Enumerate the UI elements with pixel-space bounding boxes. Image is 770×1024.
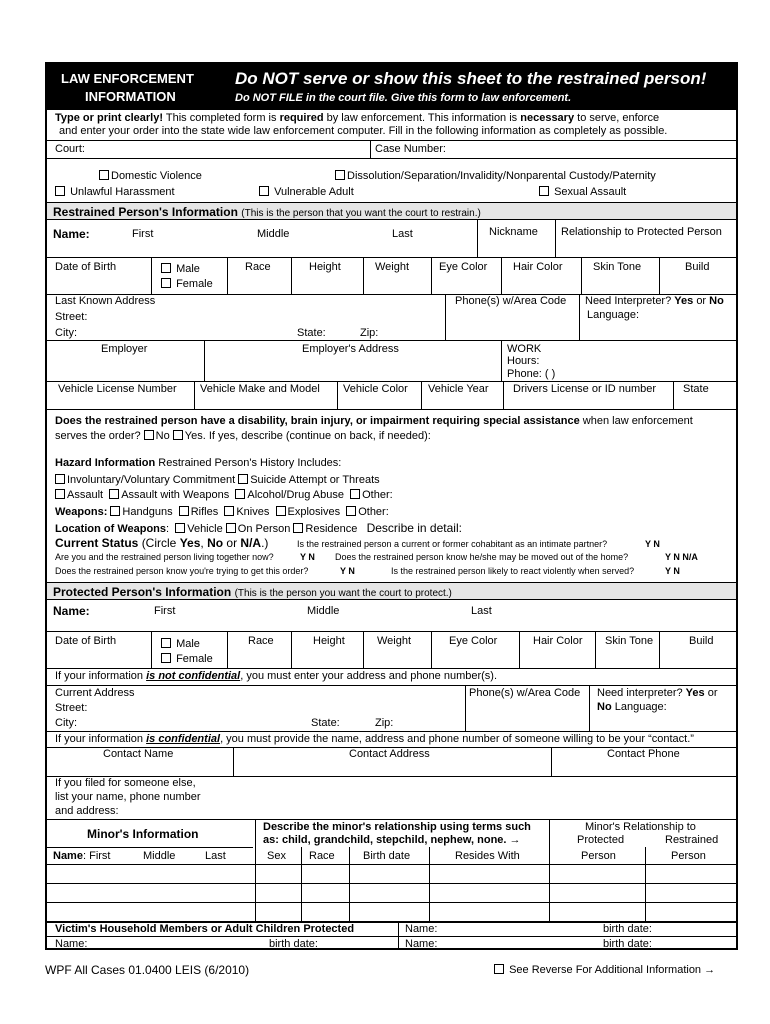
household-name-field[interactable]: Name: (55, 938, 88, 950)
contact-address-label: Contact Address (349, 748, 430, 760)
checkbox-icon[interactable] (161, 263, 171, 273)
status-q4: Does the restrained person know you're trying to get this order? (55, 566, 309, 576)
protected-name-label: Name: (53, 604, 90, 618)
first-label: First (132, 228, 154, 240)
current-address-label: Current Address (55, 687, 135, 699)
first-label: First (154, 605, 176, 617)
hazard-row1[interactable]: Involuntary/Voluntary Commitment Suicide Attempt or Threats (55, 474, 380, 486)
minor-describe-line1: Describe the minor's relationship using terms such (263, 821, 531, 833)
form-number: WPF All Cases 01.0400 LEIS (6/2010) (45, 963, 250, 977)
employer-address-label: Employer's Address (302, 343, 399, 355)
status-q4-answer[interactable]: Y N (340, 566, 355, 576)
build-label: Build (689, 635, 714, 647)
checkbox-icon[interactable] (335, 170, 345, 180)
middle-label: Middle (307, 605, 340, 617)
work-phone-field[interactable]: Phone: ( ) (507, 368, 556, 380)
checkbox-icon[interactable] (175, 523, 185, 533)
checkbox-icon[interactable] (161, 653, 171, 663)
interpreter-question: Need Interpreter? Yes or No (585, 295, 724, 307)
not-confidential-note: If your information is not confidential, you must enter your address and phone number(s). (55, 670, 498, 682)
checkbox-icon[interactable] (539, 186, 549, 196)
status-q3-answer[interactable]: Y N N/A (665, 552, 698, 562)
minor-dob-header: Birth date (363, 850, 411, 862)
female-option[interactable]: Female (161, 653, 213, 665)
restrained-col-label: Restrained (665, 834, 719, 846)
household-birthdate-field[interactable]: birth date: (269, 938, 318, 950)
case-type-uh[interactable]: Unlawful Harassment (55, 186, 175, 198)
form-frame (45, 62, 738, 950)
minor-describe-line2: as: child, grandchild, stepchild, nephew, none. → (263, 834, 521, 846)
drivers-license-label: Drivers License or ID number (513, 383, 657, 395)
le-title-line2: INFORMATION (85, 89, 176, 104)
male-option[interactable]: Male (161, 263, 200, 275)
checkbox-icon[interactable] (110, 506, 120, 516)
court-field[interactable]: Court: (55, 143, 85, 155)
status-q2-answer[interactable]: Y N (300, 552, 315, 562)
arrow-right-icon: → (704, 964, 716, 976)
minor-middle-header: Middle (143, 850, 176, 862)
minor-race-header: Race (309, 850, 335, 862)
restrained-name-label: Name: (53, 227, 90, 241)
vehicle-license-label: Vehicle License Number (58, 383, 177, 395)
confidential-note: If your information is confidential, you must provide the name, address and phone number of someone willing to be your “contact.” (55, 733, 694, 745)
disability-answer: serves the order? No Yes. If yes, describe (continue on back, if needed): (55, 430, 431, 442)
state-field[interactable]: State: (311, 717, 340, 729)
checkbox-icon[interactable] (173, 430, 183, 440)
status-q2: Are you and the restrained person living together now? (55, 552, 274, 562)
restrained-person-header: Person (671, 850, 706, 862)
street-field[interactable]: Street: (55, 702, 88, 714)
status-q5: Is the restrained person likely to react violently when served? (391, 566, 635, 576)
weapons-location-row[interactable]: Location of Weapons: Vehicle On Person Residence Describe in detail: (55, 521, 462, 535)
status-q5-answer[interactable]: Y N (665, 566, 680, 576)
checkbox-icon[interactable] (238, 474, 248, 484)
phone-label: Phone(s) w/Area Code (455, 295, 567, 307)
le-title-line1: LAW ENFORCEMENT (61, 71, 194, 86)
eye-color-label: Eye Color (439, 261, 488, 273)
status-q1-answer[interactable]: Y N (645, 539, 660, 549)
race-label: Race (245, 261, 271, 273)
checkbox-icon[interactable] (55, 474, 65, 484)
weight-label: Weight (375, 261, 410, 273)
household-birthdate-field[interactable]: birth date: (603, 938, 652, 950)
household-name-field[interactable]: Name: (405, 938, 438, 950)
work-hours-field[interactable]: Hours: (507, 355, 540, 367)
height-label: Height (313, 635, 345, 647)
checkbox-icon[interactable] (226, 523, 236, 533)
checkbox-icon[interactable] (276, 506, 286, 516)
see-reverse-note[interactable]: See Reverse For Additional Information → (494, 964, 715, 976)
middle-label: Middle (257, 228, 290, 240)
street-field[interactable]: Street: (55, 311, 88, 323)
dl-state-label: State (683, 383, 709, 395)
hazard-row2[interactable]: Assault Assault with Weapons Alcohol/Drug Abuse Other: (55, 489, 393, 501)
nickname-label: Nickname (489, 226, 538, 238)
restrained-section-header: Restrained Person's Information (This is the person that you want the court to restrain.) (47, 202, 736, 220)
checkbox-icon[interactable] (259, 186, 269, 196)
interpreter-question: Need interpreter? Yes or (597, 687, 718, 699)
case-type-va[interactable]: Vulnerable Adult (259, 186, 354, 198)
checkbox-icon[interactable] (293, 523, 303, 533)
employer-label: Employer (101, 343, 148, 355)
last-label: Last (392, 228, 413, 240)
household-name-field[interactable]: Name: (405, 923, 438, 935)
status-q3: Does the restrained person know he/she may be moved out of the home? (335, 552, 629, 562)
disability-question: Does the restrained person have a disability, brain injury, or impairment requiring special assistance when law enforcement (55, 415, 693, 427)
weapons-row[interactable]: Weapons: Handguns Rifles Knives Explosives Other: (55, 506, 389, 518)
checkbox-icon[interactable] (99, 170, 109, 180)
arrow-right-icon: → (509, 834, 521, 846)
state-field[interactable]: State: (297, 327, 326, 339)
contact-phone-label: Contact Phone (607, 748, 680, 760)
language-field[interactable]: Language: (587, 309, 639, 321)
language-field[interactable]: No Language: (597, 701, 667, 713)
city-field[interactable]: City: (55, 717, 77, 729)
intro-line2: and enter your order into the state wide law enforcement computer. Fill in the following information as completely as possible. (59, 125, 668, 137)
vehicle-year-label: Vehicle Year (428, 383, 489, 395)
filer-line2: list your name, phone number (55, 791, 201, 803)
zip-field[interactable]: Zip: (375, 717, 394, 729)
skin-tone-label: Skin Tone (593, 261, 642, 273)
vehicle-make-label: Vehicle Make and Model (200, 383, 320, 395)
build-label: Build (685, 261, 710, 273)
form-header (47, 64, 736, 110)
checkbox-icon[interactable] (179, 506, 189, 516)
relationship-label: Relationship to Protected Person (561, 226, 722, 238)
female-option[interactable]: Female (161, 278, 213, 290)
intro-line1: Type or print clearly! This completed form is required by law enforcement. This information is necessary to serve, enforce (55, 112, 660, 124)
vehicle-color-label: Vehicle Color (343, 383, 408, 395)
household-birthdate-field[interactable]: birth date: (603, 923, 652, 935)
protected-person-header: Person (581, 850, 616, 862)
dob-label: Date of Birth (55, 635, 117, 647)
contact-name-label: Contact Name (103, 748, 174, 760)
hazard-info-label: Hazard Information Restrained Person's History Includes: (55, 457, 342, 469)
household-title: Victim's Household Members or Adult Children Protected (55, 923, 355, 935)
checkbox-icon[interactable] (494, 964, 504, 974)
hair-color-label: Hair Color (513, 261, 563, 273)
checkbox-icon[interactable] (224, 506, 234, 516)
case-type-dissolution[interactable]: Dissolution/Separation/Invalidity/Nonparental Custody/Paternity (335, 170, 656, 182)
checkbox-icon[interactable] (55, 186, 65, 196)
checkbox-icon[interactable] (346, 506, 356, 516)
last-label: Last (471, 605, 492, 617)
height-label: Height (309, 261, 341, 273)
checkbox-icon[interactable] (144, 430, 154, 440)
filer-line3: and address: (55, 805, 119, 817)
minors-info-title: Minor's Information (87, 827, 199, 841)
hair-color-label: Hair Color (533, 635, 583, 647)
minor-resides-header: Resides With (455, 850, 520, 862)
last-known-address-label: Last Known Address (55, 295, 156, 307)
skin-tone-label: Skin Tone (605, 635, 654, 647)
current-status-heading: Current Status (Circle Yes, No or N/A.) (55, 536, 269, 550)
race-label: Race (248, 635, 274, 647)
protected-col-label: Protected (577, 834, 625, 846)
checkbox-icon[interactable] (161, 278, 171, 288)
minor-name-header: Name: First (53, 850, 111, 862)
protected-section-header: Protected Person's Information (This is the person you want the court to protect.) (47, 582, 736, 600)
phone-label: Phone(s) w/Area Code (469, 687, 581, 699)
checkbox-icon[interactable] (161, 638, 171, 648)
dob-label: Date of Birth (55, 261, 117, 273)
weight-label: Weight (377, 635, 412, 647)
case-number-field[interactable]: Case Number: (375, 143, 446, 155)
filer-line1: If you filed for someone else, (55, 777, 196, 789)
eye-color-label: Eye Color (449, 635, 498, 647)
work-label: WORK (507, 343, 542, 355)
case-type-dv[interactable]: Domestic Violence (99, 170, 202, 182)
zip-field[interactable]: Zip: (360, 327, 379, 339)
case-type-sa[interactable]: Sexual Assault (539, 186, 626, 198)
checkbox-icon[interactable] (109, 489, 119, 499)
checkbox-icon[interactable] (55, 489, 65, 499)
do-not-file-note: Do NOT FILE in the court file. Give this form to law enforcement. (235, 92, 572, 104)
male-option[interactable]: Male (161, 638, 200, 650)
status-q1: Is the restrained person a current or former cohabitant as an intimate partner? (297, 539, 608, 549)
serve-warning: Do NOT serve or show this sheet to the restrained person! (235, 69, 707, 88)
city-field[interactable]: City: (55, 327, 77, 339)
minor-sex-header: Sex (267, 850, 286, 862)
minor-relationship-label: Minor's Relationship to (585, 821, 696, 833)
checkbox-icon[interactable] (235, 489, 245, 499)
minor-last-header: Last (205, 850, 226, 862)
checkbox-icon[interactable] (350, 489, 360, 499)
